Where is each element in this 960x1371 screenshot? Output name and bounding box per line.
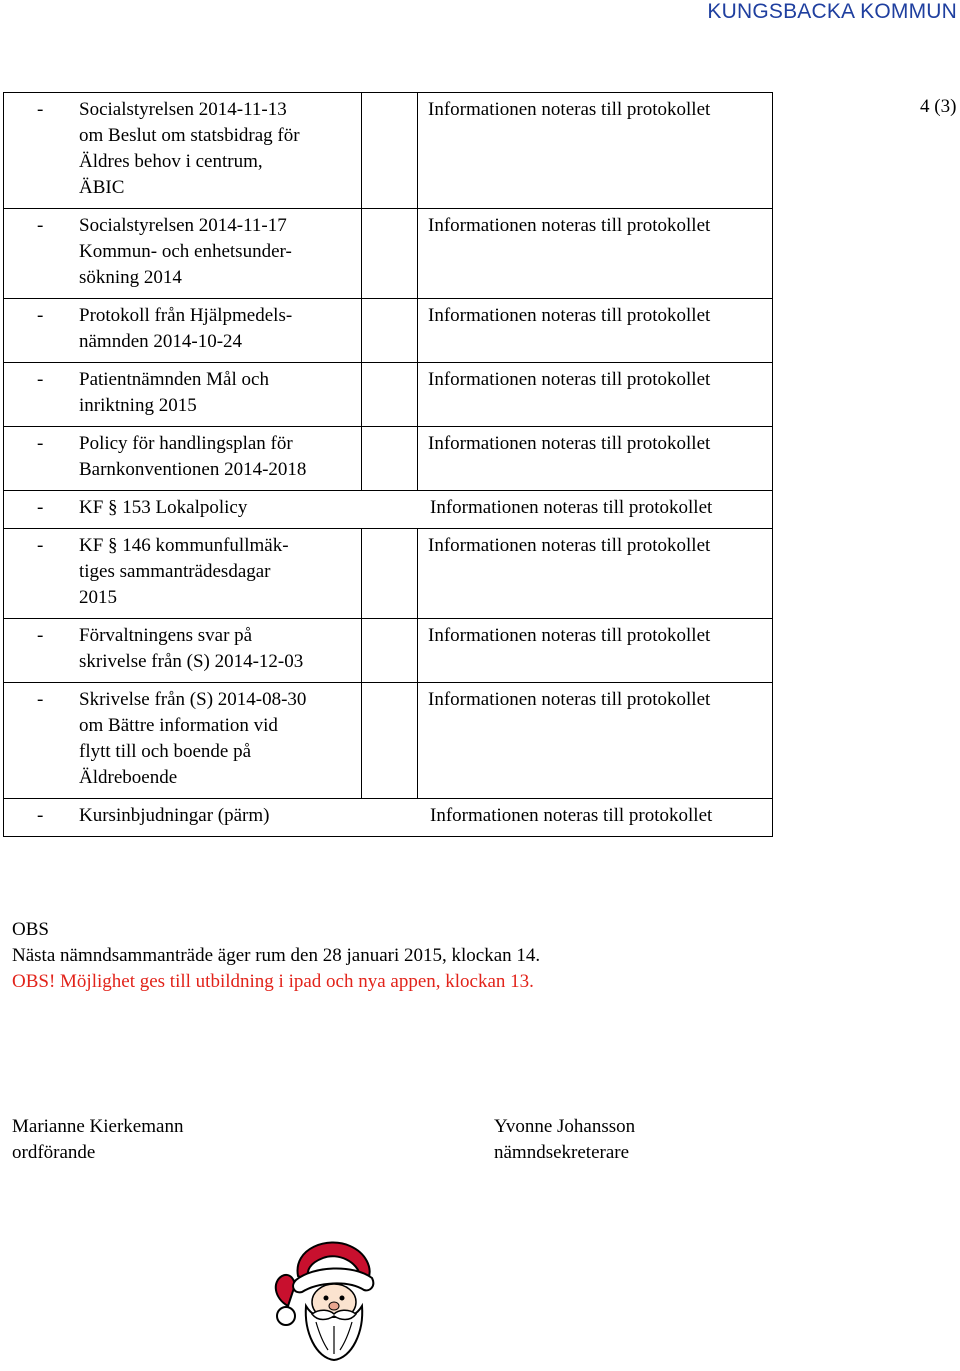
agenda-item-text: [79, 213, 357, 291]
signature-secretary: [494, 1114, 635, 1166]
agenda-item-cell: [4, 427, 362, 491]
signature-role: ordförande: [12, 1142, 96, 1163]
notes-section: [12, 917, 540, 995]
page-number: 4 (3): [920, 96, 957, 117]
santa-claus-image: [268, 1236, 388, 1364]
agenda-row: [4, 529, 773, 619]
merged-row-cell: [4, 799, 773, 837]
agenda-item-text: Kursinbjudningar (pärm): [79, 805, 270, 826]
decision-text: Informationen noteras till protokollet: [428, 625, 711, 646]
decision-text: Informationen noteras till protokollet: [428, 689, 711, 710]
signature-name: Marianne Kierkemann: [12, 1116, 184, 1137]
agenda-item-line: Äldreboende: [79, 767, 178, 788]
agenda-item-text: [79, 97, 357, 201]
spacer-cell: [362, 529, 418, 619]
agenda-item-cell: [4, 529, 362, 619]
signature-name: Yvonne Johansson: [494, 1116, 636, 1137]
next-meeting-note: Nästa nämndsammanträde äger rum den 28 januari 2015, klockan 14.: [12, 945, 541, 966]
agenda-item-line: tiges sammanträdesdagar: [79, 561, 271, 582]
decision-cell: [418, 619, 773, 683]
decision-cell: [418, 299, 773, 363]
decision-text: Informationen noteras till protokollet: [428, 433, 711, 454]
merged-row-cell: [4, 491, 773, 529]
agenda-table: [3, 92, 773, 837]
agenda-item-text: [79, 303, 357, 355]
agenda-item-text: KF § 153 Lokalpolicy: [79, 497, 248, 518]
spacer-cell: [362, 299, 418, 363]
agenda-row: [4, 799, 773, 837]
agenda-item-line: Protokoll från Hjälpmedels-: [79, 305, 293, 326]
agenda-item-line: Förvaltningens svar på: [79, 625, 253, 646]
decision-cell: [418, 683, 773, 799]
agenda-item-line: KF § 146 kommunfullmäk-: [79, 535, 289, 556]
agenda-item-line: Patientnämnden Mål och: [79, 369, 269, 390]
agenda-item-cell: [4, 93, 362, 209]
agenda-item-line: Socialstyrelsen 2014-11-17: [79, 215, 287, 236]
list-dash: -: [37, 433, 44, 454]
list-dash: -: [37, 689, 44, 710]
decision-text: Informationen noteras till protokollet: [428, 535, 711, 556]
agenda-item-text: [79, 431, 357, 483]
decision-cell: [418, 93, 773, 209]
agenda-row: [4, 209, 773, 299]
decision-text: Informationen noteras till protokollet: [430, 497, 713, 518]
agenda-item-line: ÄBIC: [79, 177, 125, 198]
agenda-row: [4, 491, 773, 529]
list-dash: -: [37, 369, 44, 390]
agenda-item-line: Kommun- och enhetsunder-: [79, 241, 292, 262]
agenda-row: [4, 363, 773, 427]
agenda-item-line: skrivelse från (S) 2014-12-03: [79, 651, 304, 672]
obs-title: OBS: [12, 919, 49, 940]
agenda-item-text: [79, 533, 357, 611]
spacer-cell: [362, 209, 418, 299]
agenda-item-cell: [4, 683, 362, 799]
agenda-row: [4, 683, 773, 799]
agenda-row: [4, 299, 773, 363]
agenda-item-text: [79, 367, 357, 419]
spacer-cell: [362, 363, 418, 427]
spacer-cell: [362, 93, 418, 209]
signature-role: nämndsekreterare: [494, 1142, 630, 1163]
agenda-item-line: 2015: [79, 587, 117, 608]
list-dash: -: [37, 535, 44, 556]
agenda-item-line: nämnden 2014-10-24: [79, 331, 243, 352]
spacer-cell: [362, 683, 418, 799]
decision-text: Informationen noteras till protokollet: [430, 805, 713, 826]
agenda-item-line: Skrivelse från (S) 2014-08-30: [79, 689, 307, 710]
decision-text: Informationen noteras till protokollet: [428, 99, 711, 120]
decision-cell: [418, 427, 773, 491]
decision-cell: [418, 363, 773, 427]
agenda-item-line: Policy för handlingsplan för: [79, 433, 293, 454]
decision-text: Informationen noteras till protokollet: [428, 369, 711, 390]
organization-header: KUNGSBACKA KOMMUN: [707, 0, 957, 23]
list-dash: -: [37, 497, 44, 518]
agenda-item-cell: [4, 209, 362, 299]
training-notice: OBS! Möjlighet ges till utbildning i ipad och nya appen, klockan 13.: [12, 971, 534, 992]
list-dash: -: [37, 805, 44, 826]
agenda-row: [4, 427, 773, 491]
list-dash: -: [37, 625, 44, 646]
agenda-item-line: flytt till och boende på: [79, 741, 252, 762]
list-dash: -: [37, 305, 44, 326]
decision-text: Informationen noteras till protokollet: [428, 305, 711, 326]
agenda-item-text: [79, 687, 357, 791]
agenda-item-line: Barnkonventionen 2014-2018: [79, 459, 307, 480]
spacer-cell: [362, 427, 418, 491]
agenda-item-cell: [4, 299, 362, 363]
agenda-item-text: [79, 623, 357, 675]
agenda-item-line: Äldres behov i centrum,: [79, 151, 263, 172]
decision-text: Informationen noteras till protokollet: [428, 215, 711, 236]
signature-chair: [12, 1114, 183, 1166]
agenda-item-line: inriktning 2015: [79, 395, 197, 416]
agenda-item-cell: [4, 619, 362, 683]
spacer-cell: [362, 619, 418, 683]
list-dash: -: [37, 215, 44, 236]
list-dash: -: [37, 99, 44, 120]
agenda-item-line: om Bättre information vid: [79, 715, 278, 736]
agenda-row: [4, 619, 773, 683]
agenda-item-cell: [4, 363, 362, 427]
decision-cell: [418, 209, 773, 299]
agenda-item-line: Socialstyrelsen 2014-11-13: [79, 99, 287, 120]
agenda-row: [4, 93, 773, 209]
decision-cell: [418, 529, 773, 619]
agenda-item-line: om Beslut om statsbidrag för: [79, 125, 300, 146]
agenda-item-line: sökning 2014: [79, 267, 182, 288]
